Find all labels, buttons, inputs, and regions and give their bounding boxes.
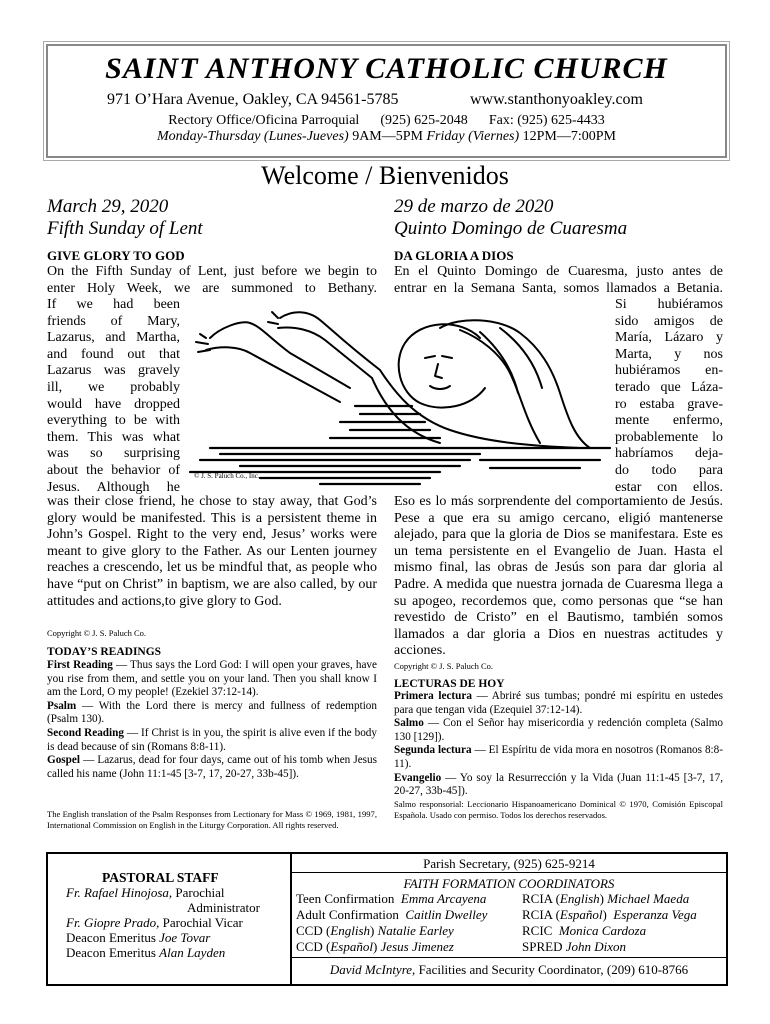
spanish-narrow-line: do todo para [615, 463, 723, 478]
footer-rule-top [292, 872, 726, 873]
pastoral-staff-heading: PASTORAL STAFF [102, 870, 219, 885]
english-date: March 29, 2020 [47, 196, 169, 217]
english-narrow-line: everything to be with [47, 413, 180, 429]
english-heading: GIVE GLORY TO GOD [47, 248, 185, 263]
english-narrow-line: ill, we probably [47, 380, 180, 395]
english-copyright: Copyright © J. S. Paluch Co. [47, 628, 147, 638]
english-narrow-line: If we had been [47, 297, 180, 312]
spanish-intro-line: entrar en la Semana Santa, somos llamados a Betania. [394, 280, 723, 296]
english-narrow-line: friends of Mary, [47, 313, 180, 329]
english-second-reading: Second Reading — If Christ is in you, the spirit is alive even if the body is dead because of sin (Romans 8:8-11). [47, 726, 377, 753]
spanish-gospel: Evangelio — Yo soy la Resurrección y la Vida (Juan 11:1-45 [3-7, 17, 20-27, 33b-45]). [394, 771, 723, 798]
spanish-narrow-line: sido amigos de [615, 313, 723, 329]
adult-confirmation: Adult Confirmation Caitlin Dwelley [296, 907, 488, 922]
staff-vicar: Fr. Giopre Prado, Parochial Vicar [66, 915, 243, 930]
hours-time-2: 12PM—7:00PM [522, 129, 616, 144]
spanish-date: 29 de marzo de 2020 [394, 196, 554, 217]
hours-days-2: Friday (Viernes) [426, 129, 520, 144]
spanish-narrow-line: probablemente lo [615, 429, 723, 445]
hours-days-1: Monday-Thursday (Lunes-Jueves) [157, 129, 349, 144]
spanish-psalm: Salmo — Con el Señor hay misericordia y redención completa (Salmo 130 [129]). [394, 717, 723, 743]
spanish-heading: DA GLORIA A DIOS [394, 248, 514, 263]
english-narrow-line: Lazarus, and Martha, [47, 330, 180, 346]
english-first-reading: First Reading — Thus says the Lord God: I will open your graves, have you rise from them, and settle you on your land. Then you shall know I am the Lord, O my people! (Ezekiel 37:12-14). [47, 659, 377, 699]
english-narrow-line: would have dropped [47, 396, 180, 412]
ccd-spanish: CCD (Español) Jesus Jimenez [296, 939, 454, 954]
spanish-narrow-line: Si hubiéramos [615, 297, 723, 312]
lazarus-rising-illustration [180, 298, 616, 488]
spanish-first-reading: Primera lectura — Abriré sus tumbas; pondré mi espíritu en ustedes para que tengan vida (Ezequiel 37:12-14). [394, 690, 723, 716]
english-intro-line: On the Fifth Sunday of Lent, just before we begin to [47, 264, 377, 279]
spred: SPRED John Dixon [522, 939, 627, 954]
footer-rule-bottom [292, 957, 726, 958]
english-readings-heading: TODAY’S READINGS [47, 646, 162, 658]
staff-deacon-1: Deacon Emeritus Joe Tovar [66, 930, 211, 945]
staff-deacon-2: Deacon Emeritus Alan Layden [66, 945, 226, 960]
spanish-narrow-line: Marta, y nos [615, 346, 723, 362]
church-name: SAINT ANTHONY CATHOLIC CHURCH [105, 52, 668, 85]
spanish-narrow-line: habríamos deja- [615, 446, 723, 462]
spanish-second-reading: Segunda lectura — El Espíritu de vida mora en nosotros (Romanos 8:8-11). [394, 744, 723, 770]
office-hours [46, 129, 727, 145]
parish-secretary: Parish Secretary, (925) 625-9214 [423, 856, 595, 871]
office-contact [46, 113, 727, 129]
spanish-narrow-line: mente enfermo, [615, 413, 723, 429]
english-narrow-line: and found out that [47, 346, 180, 362]
facilities-coordinator: David McIntyre, Facilities and Security Coordinator, (209) 610-8766 [329, 962, 689, 977]
spanish-narrow-line: terado que Láza- [615, 380, 723, 395]
spanish-copyright: Copyright © J. S. Paluch Co. [394, 661, 494, 671]
spanish-readings [394, 690, 723, 799]
spanish-readings-heading: LECTURAS DE HOY [394, 678, 505, 690]
teen-confirmation: Teen Confirmation Emma Arcayena [296, 891, 487, 906]
spanish-fine-print: Salmo responsorial: Leccionario Hispanoamericano Dominical © 1970, Comisión Episcopal Española. Usado con permiso. Todos los derechos reservados. [394, 799, 723, 820]
english-sunday: Fifth Sunday of Lent [47, 218, 203, 239]
hours-time-1: 9AM—5PM [352, 129, 423, 144]
rcia-spanish: RCIA (Español) Esperanza Vega [522, 907, 697, 922]
office-phone: (925) 625-2048 [380, 113, 468, 128]
spanish-narrow-line: ro estaba grave- [615, 396, 723, 412]
english-narrow-line: Lazarus was gravely [47, 363, 180, 379]
faith-formation-heading: FAITH FORMATION COORDINATORS [403, 876, 615, 891]
english-narrow-line: was so surprising [47, 446, 180, 462]
english-gospel: Gospel — Lazarus, dead for four days, came out of his tomb when Jesus called his name (John 11:1-45 [3-7, 17, 20-27, 33b-45]). [47, 754, 377, 780]
church-address: 971 O’Hara Avenue, Oakley, CA 94561-5785 [107, 91, 399, 108]
illustration-credit: © J. S. Paluch Co., Inc. [194, 472, 260, 480]
church-website[interactable]: www.stanthonyoakley.com [470, 91, 643, 108]
english-paragraph: was their close friend, he chose to stay away, that God’s glory would be manifested. This is a persistent theme in John’s Gospel. Right to the very end, Jesus’ works were meant to give glory to the Father. As our Lenten journey reaches a crescendo, let us be mindful that, as people who have “put on Christ” in baptism, we are also called, by our attitudes and actions,to give glory to God. [47, 494, 377, 609]
spanish-sunday: Quinto Domingo de Cuaresma [394, 218, 628, 239]
staff-pastor: Fr. Rafael Hinojosa, Parochial [66, 885, 225, 900]
spanish-intro-line: En el Quinto Domingo de Cuaresma, justo antes de [394, 264, 723, 279]
english-narrow-line: Jesus. Although he [47, 479, 180, 495]
english-intro-line: enter Holy Week, we are summoned to Bethany. [47, 280, 377, 296]
english-fine-print: The English translation of the Psalm Responses from Lectionary for Mass © 1969, 1981, 1997, International Commission on English in the Liturgy Corporation. All rights reserved. [47, 809, 377, 830]
english-psalm: Psalm — With the Lord there is mercy and fullness of redemption (Psalm 130). [47, 699, 377, 726]
office-fax: Fax: (925) 625-4433 [488, 113, 605, 128]
english-narrow-line: about the behavior of [47, 463, 180, 478]
spanish-narrow-line: estar con ellos. [615, 479, 723, 495]
staff-pastor-role: Administrator [187, 900, 260, 915]
rcic: RCIC Monica Cardoza [522, 923, 647, 938]
spanish-narrow-line: María, Lázaro y [615, 330, 723, 346]
office-label: Rectory Office/Oficina Parroquial [168, 113, 360, 128]
rcia-english: RCIA (English) Michael Maeda [522, 891, 690, 906]
ccd-english: CCD (English) Natalie Earley [296, 923, 454, 938]
spanish-narrow-line: hubiéramos en- [615, 363, 723, 379]
english-readings [47, 659, 377, 781]
english-narrow-line: them. This was what [47, 429, 180, 445]
spanish-paragraph: Eso es lo más sorprendente del comportamiento de Jesús. Pese a que era su amigo cercano, eligió mantenerse alejado, para que la gloria de Dios se manifestara. Este es un tema persistente en el Evangelio de Juan. Hasta el mismo final, las obras de Jesús son para dar gloria al Padre. A medida que nuestra jornada de Cuaresma llega a su apogeo, recordemos que, como personas que “se han revestido de Cristo” en el Bautismo, también somos llamados a dar gloria a Dios en nuestras actitudes y acciones. [394, 494, 723, 659]
welcome-title: Welcome / Bienvenidos [261, 161, 509, 190]
